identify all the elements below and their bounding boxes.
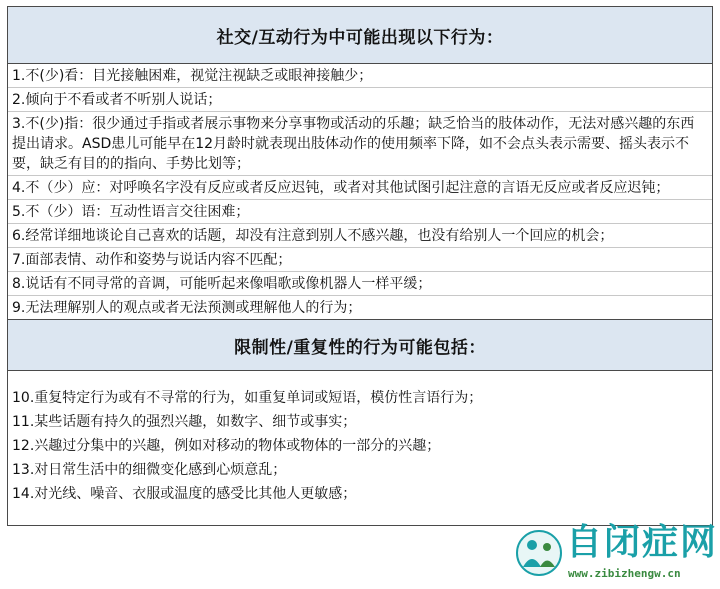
list-item: 5.不（少）语：互动性语言交往困难； <box>8 200 712 224</box>
list-item: 11.某些话题有持久的强烈兴趣，如数字、细节或事实； <box>12 414 357 430</box>
repetitive-behavior-list <box>8 371 712 525</box>
list-item: 2.倾向于不看或者不听别人说话； <box>8 88 712 112</box>
behavior-table <box>7 6 713 526</box>
list-item: 6.经常详细地谈论自己喜欢的话题，却没有注意到别人不感兴趣，也没有给别人一个回应的机会； <box>8 224 712 248</box>
watermark-title: 自闭症网 <box>566 522 719 563</box>
social-behavior-list <box>8 64 712 319</box>
list-item: 3.不(少)指：很少通过手指或者展示事物来分享事物或活动的乐趣；缺乏恰当的肢体动作，无法对感兴趣的东西提出请求。ASD患儿可能早在12月龄时就表现出肢体动作的使用频率下降，如不会点头表示需要、摇头表示不要，缺乏有目的的指向、手势比划等； <box>8 112 712 176</box>
site-watermark <box>514 521 719 585</box>
list-item: 10.重复特定行为或有不寻常的行为，如重复单词或短语，模仿性言语行为； <box>12 390 483 406</box>
list-item: 4.不（少）应：对呼唤名字没有反应或者反应迟钝，或者对其他试图引起注意的言语无反应或者反应迟钝； <box>8 176 712 200</box>
list-item: 9.无法理解别人的观点或者无法预测或理解他人的行为； <box>12 300 362 316</box>
list-item: 8.说话有不同寻常的音调，可能听起来像唱歌或像机器人一样平缓； <box>8 272 712 296</box>
figures-logo-icon <box>514 527 564 577</box>
list-item: 13.对日常生活中的细微变化感到心烦意乱； <box>12 462 287 478</box>
list-item: 7.面部表情、动作和姿势与说话内容不匹配； <box>8 248 712 272</box>
list-item: 12.兴趣过分集中的兴趣，例如对移动的物体或物体的一部分的兴趣； <box>12 438 441 454</box>
section-social-title: 社交/互动行为中可能出现以下行为： <box>8 7 712 64</box>
watermark-url: www.zibizhengw.cn <box>568 567 681 580</box>
list-item: 1.不(少)看：目光接触困难，视觉注视缺乏或眼神接触少； <box>8 64 712 88</box>
section-repetitive-title: 限制性/重复性的行为可能包括： <box>8 319 712 371</box>
list-item: 14.对光线、噪音、衣服或温度的感受比其他人更敏感； <box>12 486 357 502</box>
